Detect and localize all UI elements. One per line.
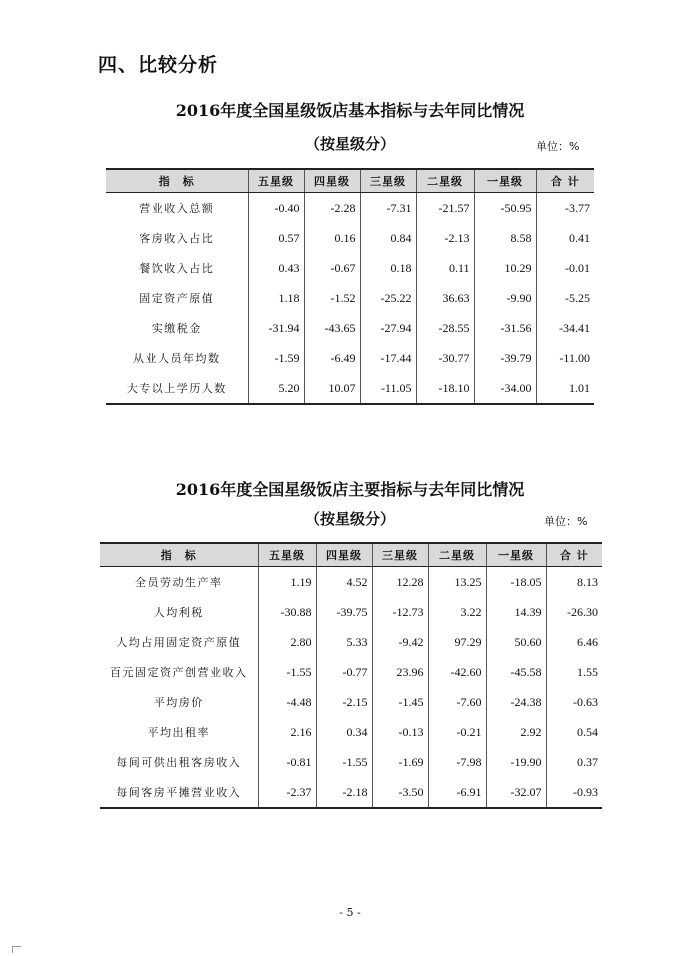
row-label: 从业人员年均数 (133, 352, 221, 365)
cell-value: 10.29 (474, 253, 536, 283)
table2-header-1star: 一星级 (486, 543, 546, 567)
row-label: 实缴税金 (151, 322, 202, 335)
cell-value: -2.13 (416, 223, 474, 253)
table-row (106, 283, 594, 313)
cell-value: -43.65 (304, 313, 360, 343)
section-heading: 四、比较分析 (98, 54, 219, 76)
cell-value: 36.63 (416, 283, 474, 313)
cell-value: 5.20 (248, 373, 304, 404)
cell-value: 2.80 (258, 627, 316, 657)
table1-header-1star: 一星级 (474, 169, 536, 193)
row-label: 餐饮收入占比 (139, 262, 215, 275)
cell-value: -18.10 (416, 373, 474, 404)
cell-value: 6.46 (546, 627, 602, 657)
cell-value: -2.15 (316, 687, 372, 717)
cell-value: 1.19 (258, 567, 316, 598)
cell-value: -28.55 (416, 313, 474, 343)
cell-value: -39.75 (316, 597, 372, 627)
table2-subtitle: （按星级分） (304, 510, 395, 528)
cell-value: 13.25 (428, 567, 486, 598)
cell-value: 0.57 (248, 223, 304, 253)
cell-value: -12.73 (372, 597, 428, 627)
table1-header-2star: 二星级 (416, 169, 474, 193)
table-row (100, 657, 602, 687)
table-row (100, 597, 602, 627)
cell-value: -0.63 (546, 687, 602, 717)
row-label: 百元固定资产创营业收入 (110, 666, 248, 679)
cell-value: 12.28 (372, 567, 428, 598)
cell-value: -1.69 (372, 747, 428, 777)
row-label: 全员劳动生产率 (135, 576, 223, 589)
row-label: 平均出租率 (147, 726, 210, 739)
cell-value: 97.29 (428, 627, 486, 657)
cell-value: -11.00 (536, 343, 594, 373)
cell-value: 1.01 (536, 373, 594, 404)
cell-value: 5.33 (316, 627, 372, 657)
cell-value: -7.31 (360, 193, 416, 224)
cell-value: 0.54 (546, 717, 602, 747)
cell-value: -3.50 (372, 777, 428, 808)
table-row (106, 343, 594, 373)
cell-value: -1.55 (258, 657, 316, 687)
table-row (100, 747, 602, 777)
table1-header-5star: 五星级 (248, 169, 304, 193)
table2-header-3star: 三星级 (372, 543, 428, 567)
table-row (100, 777, 602, 808)
cell-value: -2.18 (316, 777, 372, 808)
cell-value: -2.37 (258, 777, 316, 808)
cell-value: 0.11 (416, 253, 474, 283)
cell-value: -34.41 (536, 313, 594, 343)
table1-header-4star: 四星级 (304, 169, 360, 193)
table2-header-indicator: 指 标 (100, 543, 258, 567)
table1-header-total: 合 计 (536, 169, 594, 193)
cell-value: -39.79 (474, 343, 536, 373)
cell-value: -1.52 (304, 283, 360, 313)
row-label: 平均房价 (153, 696, 204, 709)
cell-value: -18.05 (486, 567, 546, 598)
cell-value: -1.59 (248, 343, 304, 373)
table1-unit: 单位：% (536, 140, 580, 153)
row-label: 每间客房平摊营业收入 (100, 777, 258, 808)
cell-value: -9.90 (474, 283, 536, 313)
row-label: 人均占用固定资产原值 (116, 636, 242, 649)
cell-value: -0.93 (546, 777, 602, 808)
cell-value: 1.55 (546, 657, 602, 687)
table-row (106, 253, 594, 283)
cell-value: -6.91 (428, 777, 486, 808)
cell-value: 23.96 (372, 657, 428, 687)
table-row (106, 193, 594, 224)
table1-subtitle: （按星级分） (304, 135, 395, 153)
table-row (100, 687, 602, 717)
cell-value: 0.41 (536, 223, 594, 253)
cell-value: -32.07 (486, 777, 546, 808)
table2-header-2star: 二星级 (428, 543, 486, 567)
cell-value: -34.00 (474, 373, 536, 404)
table-row (100, 567, 602, 598)
cell-value: -7.60 (428, 687, 486, 717)
cell-value: -7.98 (428, 747, 486, 777)
cell-value: 3.22 (428, 597, 486, 627)
cell-value: 0.84 (360, 223, 416, 253)
cell-value: -4.48 (258, 687, 316, 717)
cell-value: -30.88 (258, 597, 316, 627)
corner-crop-mark (12, 946, 21, 953)
table1-header-row (106, 169, 594, 193)
table-row (106, 223, 594, 253)
cell-value: 0.16 (304, 223, 360, 253)
cell-value: -1.55 (316, 747, 372, 777)
cell-value: 14.39 (486, 597, 546, 627)
row-label: 人均利税 (153, 606, 204, 619)
table2-header-row (100, 543, 602, 567)
cell-value: 10.07 (304, 373, 360, 404)
cell-value: 0.34 (316, 717, 372, 747)
table-row (100, 717, 602, 747)
cell-value: -0.21 (428, 717, 486, 747)
table2 (100, 542, 602, 809)
row-label: 客房收入占比 (139, 232, 215, 245)
cell-value: -17.44 (360, 343, 416, 373)
cell-value: -42.60 (428, 657, 486, 687)
table1-header-3star: 三星级 (360, 169, 416, 193)
cell-value: -45.58 (486, 657, 546, 687)
table-row (106, 313, 594, 343)
cell-value: 2.92 (486, 717, 546, 747)
table-row (106, 373, 594, 404)
table1 (106, 168, 594, 405)
cell-value: -24.38 (486, 687, 546, 717)
cell-value: 0.18 (360, 253, 416, 283)
cell-value: -0.13 (372, 717, 428, 747)
cell-value: 0.37 (546, 747, 602, 777)
cell-value: 4.52 (316, 567, 372, 598)
row-label: 固定资产原值 (139, 292, 215, 305)
cell-value: -0.81 (258, 747, 316, 777)
cell-value: 0.43 (248, 253, 304, 283)
cell-value: -25.22 (360, 283, 416, 313)
cell-value: -6.49 (304, 343, 360, 373)
cell-value: -2.28 (304, 193, 360, 224)
table-row (100, 627, 602, 657)
cell-value: 2.16 (258, 717, 316, 747)
page-number: - 5 - (339, 906, 361, 919)
row-label: 营业收入总额 (139, 202, 215, 215)
cell-value: -21.57 (416, 193, 474, 224)
cell-value: -31.56 (474, 313, 536, 343)
cell-value: -1.45 (372, 687, 428, 717)
cell-value: -30.77 (416, 343, 474, 373)
cell-value: -11.05 (360, 373, 416, 404)
cell-value: -0.67 (304, 253, 360, 283)
cell-value: 8.13 (546, 567, 602, 598)
cell-value: -3.77 (536, 193, 594, 224)
cell-value: 50.60 (486, 627, 546, 657)
table1-title: 2016年度全国星级饭店基本指标与去年同比情况 (175, 101, 525, 120)
cell-value: 8.58 (474, 223, 536, 253)
cell-value: -27.94 (360, 313, 416, 343)
table2-unit: 单位：% (544, 515, 588, 528)
cell-value: -5.25 (536, 283, 594, 313)
table2-header-total: 合 计 (546, 543, 602, 567)
row-label: 大专以上学历人数 (106, 373, 248, 404)
cell-value: 1.18 (248, 283, 304, 313)
cell-value: -50.95 (474, 193, 536, 224)
cell-value: -26.30 (546, 597, 602, 627)
table2-header-5star: 五星级 (258, 543, 316, 567)
table2-title: 2016年度全国星级饭店主要指标与去年同比情况 (175, 480, 525, 499)
cell-value: -0.77 (316, 657, 372, 687)
cell-value: -0.40 (248, 193, 304, 224)
row-label: 每间可供出租客房收入 (116, 756, 242, 769)
table2-header-4star: 四星级 (316, 543, 372, 567)
table1-header-indicator: 指 标 (106, 169, 248, 193)
cell-value: -31.94 (248, 313, 304, 343)
cell-value: -19.90 (486, 747, 546, 777)
cell-value: -0.01 (536, 253, 594, 283)
cell-value: -9.42 (372, 627, 428, 657)
